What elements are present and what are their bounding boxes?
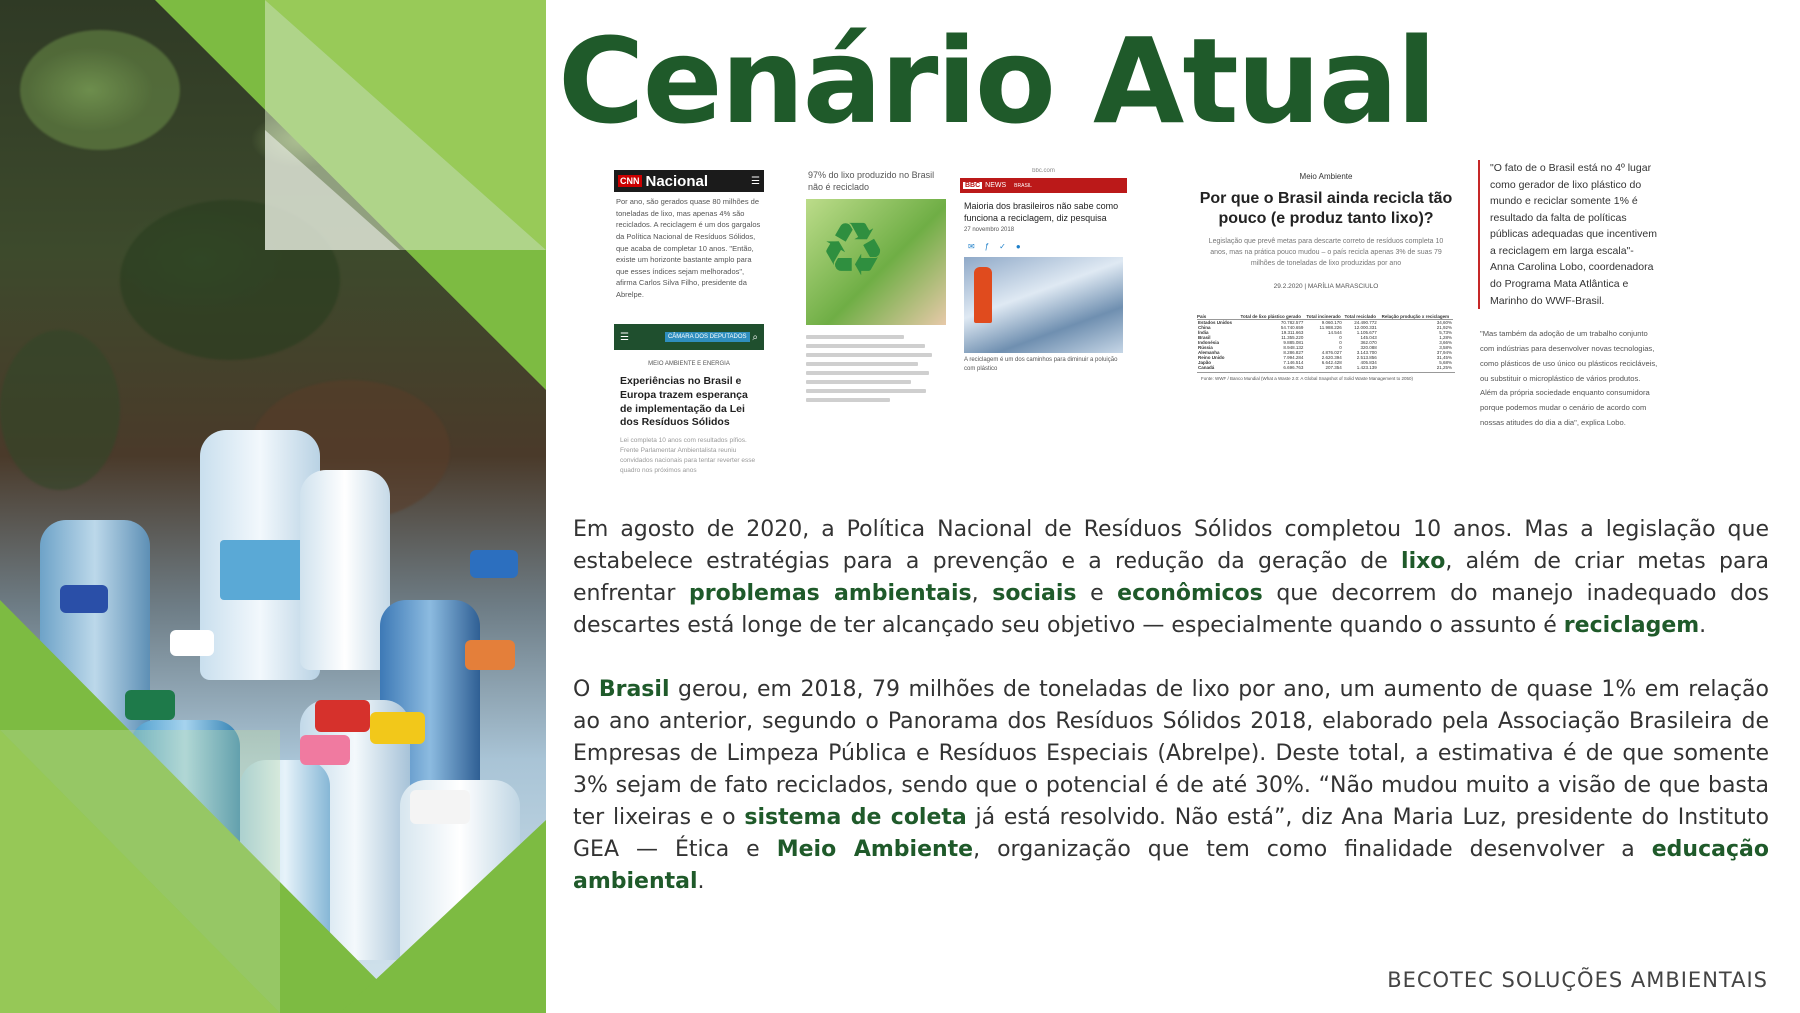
recycling-headline: 97% do lixo produzido no Brasil não é reciclado bbox=[808, 170, 935, 192]
table-cell: 405.834 bbox=[1360, 359, 1377, 365]
keyword: Meio Ambiente bbox=[776, 837, 974, 862]
table-cell: 9.885.081 bbox=[1283, 339, 1304, 345]
table-cell: Estados Unidos bbox=[1198, 319, 1233, 325]
table-cell: 0 bbox=[1339, 339, 1342, 345]
table-cell: Índia bbox=[1198, 329, 1209, 335]
table-cell: 0 bbox=[1339, 344, 1342, 350]
table-cell: 145.043 bbox=[1360, 334, 1377, 340]
keyword: Brasil bbox=[598, 677, 670, 702]
keyword: lixo bbox=[1401, 549, 1446, 574]
bbc-url: bbc.com bbox=[1032, 168, 1055, 174]
table-cell: 37,94% bbox=[1436, 349, 1452, 355]
table-cell: 3.143.700 bbox=[1356, 349, 1377, 355]
table-cell: 7.994.284 bbox=[1283, 354, 1304, 360]
page-title: Cenário Atual bbox=[558, 12, 1435, 150]
share-icon: ✉ƒ✓● bbox=[968, 241, 1031, 251]
table-cell: 1,28% bbox=[1439, 334, 1452, 340]
table-cell: 6.696.763 bbox=[1283, 364, 1304, 370]
camara-headline: Experiências no Brasil e Europa trazem esperança de implementação da Lei dos Resíduos Sólidos bbox=[620, 375, 748, 429]
clipping-recycling bbox=[806, 170, 946, 460]
table-cell: 7.146.514 bbox=[1283, 359, 1304, 365]
background-photo-plastic-bottles bbox=[0, 0, 546, 1013]
clipping-bbc bbox=[960, 168, 1127, 413]
bbc-headline: Maioria dos brasileiros não sabe como funciona a reciclagem, diz pesquisa bbox=[964, 201, 1119, 223]
table-cell: 9.060.170 bbox=[1321, 319, 1342, 325]
table-cell: China bbox=[1198, 324, 1211, 330]
table-header: Total de lixo plástico gerado bbox=[1237, 314, 1304, 320]
table-cell: 5,68% bbox=[1439, 359, 1452, 365]
bbc-date: 27 novembro 2018 bbox=[964, 227, 1015, 234]
table-row bbox=[1197, 365, 1453, 370]
keyword: problemas ambientais bbox=[688, 581, 972, 606]
table-header: País bbox=[1197, 314, 1237, 320]
camara-kicker: MEIO AMBIENTE E ENERGIA bbox=[648, 361, 730, 367]
table-cell: 3,58% bbox=[1439, 344, 1452, 350]
table-header: Total reciclado bbox=[1344, 313, 1376, 319]
table-cell: Reino Unido bbox=[1198, 354, 1225, 360]
table-cell: 8.948.132 bbox=[1283, 344, 1304, 350]
table-cell: 12.000.331 bbox=[1354, 324, 1377, 330]
table-cell: 6.642.428 bbox=[1321, 359, 1342, 365]
table-cell: Canadá bbox=[1198, 364, 1215, 370]
article-byline: 29.2.2020 | MARÍLIA MARASCIULO bbox=[1273, 282, 1379, 290]
camara-logo: CÂMARA DOS DEPUTADOS bbox=[665, 332, 750, 342]
recycling-image bbox=[806, 199, 946, 325]
recycle-icon: ♻ bbox=[820, 208, 887, 292]
keyword: sistema de coleta bbox=[744, 805, 967, 830]
table-cell: 70.782.577 bbox=[1280, 319, 1304, 325]
bbc-caption: A reciclagem é um dos caminhos para diminuir a poluição com plástico bbox=[964, 356, 1118, 372]
table-cell: 31,45% bbox=[1436, 354, 1452, 360]
table-cell: 34,60% bbox=[1436, 319, 1452, 325]
quote-extra: "Mas também da adoção de um trabalho conjunto com indústrias para desenvolver novas tecnologias, como plásticos de uso único ou plásticos recicláveis, ou substituir o microplástico de vários produtos. Além da própria sociedade enquanto consumidora porque podemos mudar o cenário de acordo com nossas atitudes do dia a dia", explica Lobo. bbox=[1480, 329, 1658, 427]
cnn-lead: Por ano, são gerados quase 80 milhões de toneladas de lixo, mas apenas 4% são reciclados. A reciclagem é um dos gargalos da Política Nacional de Resíduos Sólidos, que acaba de completar 10 anos. "Então, existe um horizonte bastante amplo para que esses índices sejam melhorados", afirma Carlos Silva Filho, presidente da Abrelpe. bbox=[616, 197, 761, 299]
table-cell: 21,25% bbox=[1436, 364, 1452, 370]
camara-lead: Lei completa 10 anos com resultados pífios. Frente Parlamentar Ambientalista reuniu convidados nacionais para tentar reverter esse quadro nos próximos anos bbox=[620, 436, 756, 475]
table-cell: 8.286.827 bbox=[1283, 349, 1304, 355]
article-lead: Legislação que prevê metas para descarte correto de resíduos completa 10 anos, mas na prática pouco mudou – o país recicla apenas 3% de suas 79 milhões de toneladas de lixo produzidas por ano bbox=[1208, 238, 1444, 267]
clipping-article bbox=[1193, 168, 1459, 493]
article-headline: Por que o Brasil ainda recicla tão pouco (e produz tanto lixo)? bbox=[1199, 190, 1453, 227]
table-cell: 207.354 bbox=[1325, 364, 1342, 370]
search-icon: ⌕ bbox=[752, 331, 758, 343]
keyword: sociais bbox=[992, 581, 1077, 606]
green-triangle-overlay bbox=[0, 0, 546, 1013]
table-cell: Alemanha bbox=[1198, 349, 1220, 355]
table-cell: 2.513.856 bbox=[1356, 354, 1377, 360]
menu-icon: ☰ bbox=[751, 175, 760, 187]
table-cell: 320.088 bbox=[1360, 344, 1377, 350]
keyword: educação ambiental bbox=[573, 837, 1769, 894]
clipping-cnn bbox=[614, 170, 764, 500]
table-cell: 14.544 bbox=[1327, 329, 1342, 335]
table-cell: 3,66% bbox=[1439, 339, 1452, 345]
keyword: reciclagem bbox=[1563, 613, 1700, 638]
cnn-logo: CNN bbox=[620, 176, 640, 186]
recycling-table bbox=[1197, 314, 1453, 370]
table-cell: 0 bbox=[1339, 334, 1342, 340]
bbc-section: BRASIL bbox=[1014, 182, 1032, 189]
table-cell: 11.988.226 bbox=[1319, 324, 1342, 330]
table-cell: 24.490.772 bbox=[1354, 319, 1377, 325]
bbc-image bbox=[964, 257, 1123, 353]
cnn-section: Nacional bbox=[645, 172, 709, 190]
table-cell: 1.105.677 bbox=[1356, 329, 1377, 335]
bbc-tab: NEWS bbox=[985, 182, 1007, 189]
table-cell: 21,92% bbox=[1436, 324, 1452, 330]
table-source: Fonte: WWF / Banco Mundial (What a Waste 2.0: A Global Snapshot of Solid Waste Management to 2050) bbox=[1197, 372, 1455, 386]
table-cell: Japão bbox=[1198, 359, 1212, 365]
quote-text: "O fato de o Brasil está no 4º lugar como gerador de lixo plástico do mundo e reciclar somente 1% é resultado da falta de políticas públicas adequadas que incentivem a reciclagem em larga escala"- Anna Carolina Lobo, coordenadora do Programa Mata Atlântica e Marinho do WWF-Brasil. bbox=[1478, 160, 1658, 309]
table-cell: Brasil bbox=[1198, 334, 1211, 340]
menu-icon: ☰ bbox=[620, 331, 629, 343]
table-cell: Indonésia bbox=[1198, 339, 1220, 345]
clipping-quote bbox=[1478, 160, 1658, 500]
body-text bbox=[573, 514, 1769, 930]
table-cell: 1.423.139 bbox=[1356, 364, 1377, 370]
company-footer: BECOTEC SOLUÇÕES AMBIENTAIS bbox=[1387, 968, 1768, 992]
paragraph-2: O Brasil gerou, em 2018, 79 milhões de toneladas de lixo por ano, um aumento de quase 1% em relação ao ano anterior, segundo o Panorama dos Resíduos Sólidos 2018, elaborado pela Associação Brasileira de Empresas de Limpeza Pública e Resíduos Especiais (Abrelpe). Deste total, a estimativa é de que somente 3% sejam de fato reciclados, sendo que o potencial é de até 30%. “Não mudou muito a visão de que basta ter lixeiras e o sistema de coleta já está resolvido. Não está”, diz Ana Maria Luz, presidente do Instituto GEA — Ética e Meio Ambiente, organização que tem como finalidade desenvolver a educação ambiental. bbox=[573, 677, 1770, 894]
table-cell: 4.876.027 bbox=[1321, 349, 1342, 355]
table-cell: 5,73% bbox=[1439, 329, 1452, 335]
table-header: Relação produção x reciclagem bbox=[1378, 314, 1453, 320]
keyword: econômicos bbox=[1117, 581, 1263, 606]
table-cell: 54.740.659 bbox=[1280, 324, 1304, 330]
table-cell: 19.311.663 bbox=[1281, 329, 1304, 335]
table-cell: 11.355.220 bbox=[1281, 334, 1304, 340]
table-cell: Rússia bbox=[1198, 344, 1213, 350]
table-cell: 2.620.394 bbox=[1321, 354, 1342, 360]
paragraph-1: Em agosto de 2020, a Política Nacional de Resíduos Sólidos completou 10 anos. Mas a legislação que estabelece estratégias para a prevenção e a redução da geração de lixo, além de criar metas para enfrentar problemas ambientais, sociais e econômicos que decorrem do manejo inadequado dos descartes está longe de ter alcançado seu objetivo — especialmente quando o assunto é reciclagem. bbox=[573, 517, 1769, 638]
table-header: Total incinerado bbox=[1306, 313, 1341, 319]
bbc-logo: BBC bbox=[965, 182, 981, 189]
table-cell: 362.070 bbox=[1360, 339, 1377, 345]
article-section: Meio Ambiente bbox=[1299, 172, 1353, 181]
